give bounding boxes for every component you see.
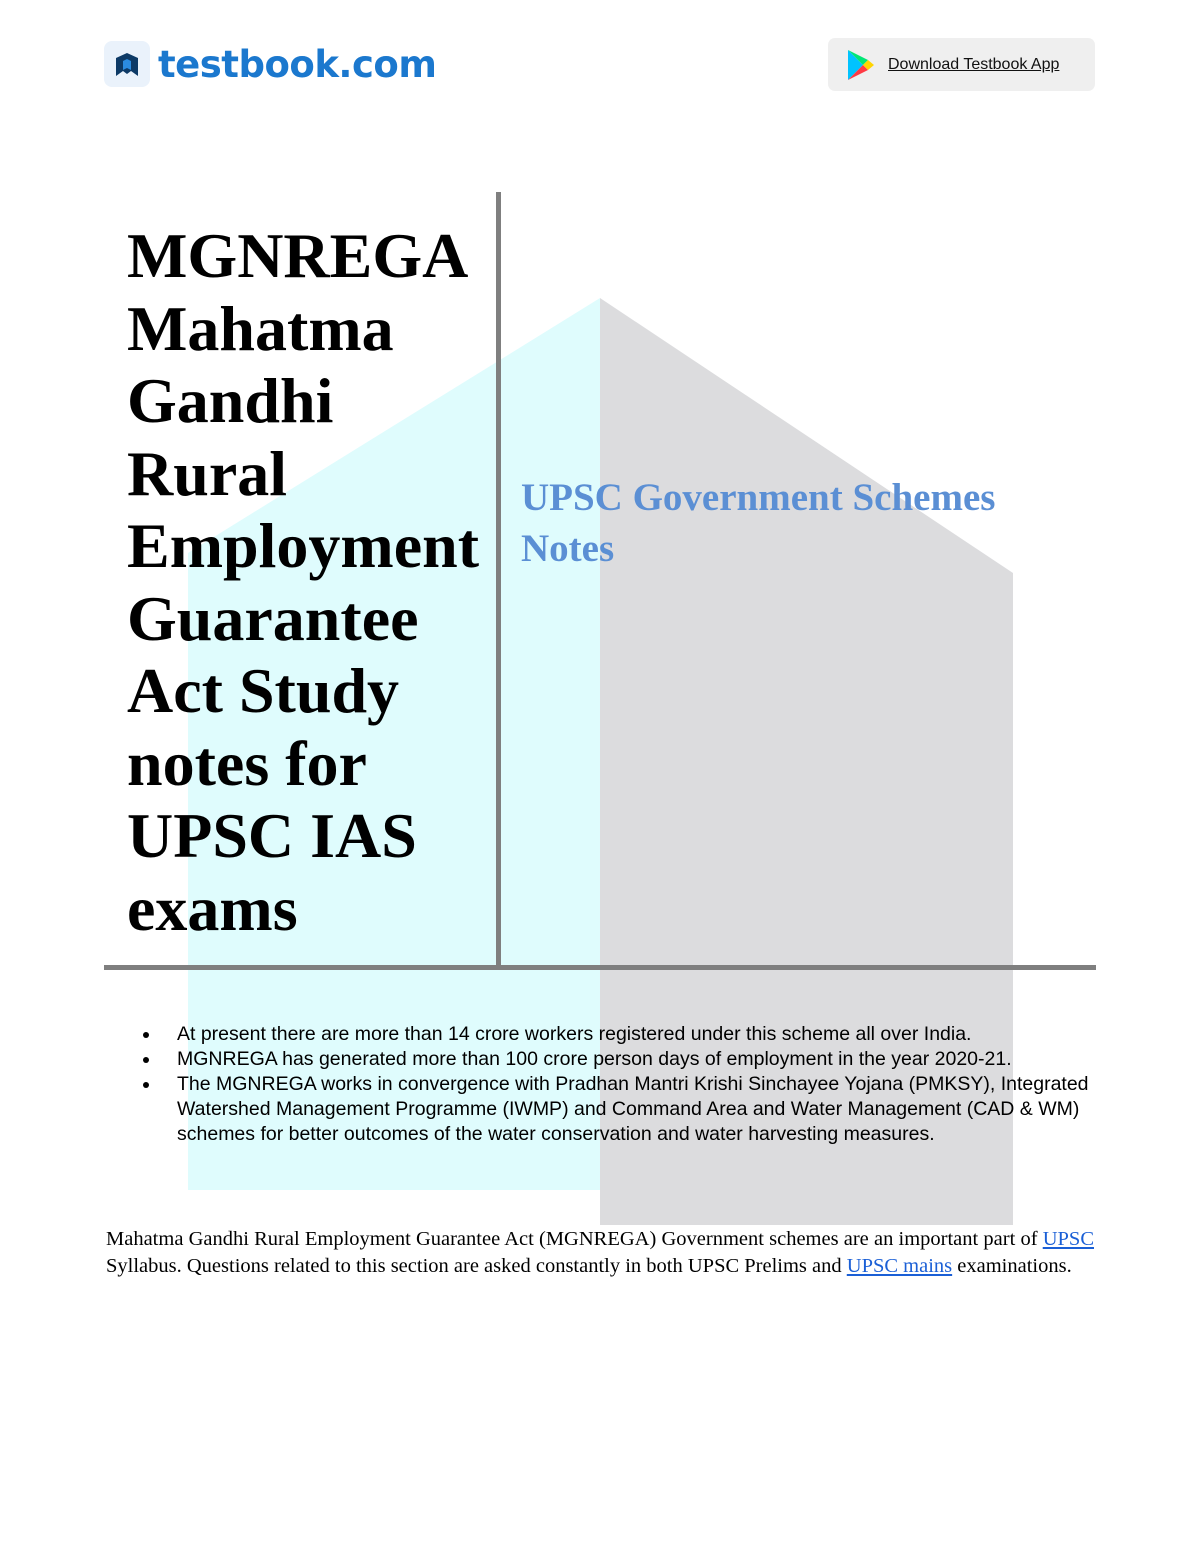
document-title: MGNREGA Mahatma Gandhi Rural Employment Guarantee Act Study notes for UPSC IAS exams (127, 220, 479, 944)
upsc-mains-link[interactable]: UPSC mains (846, 1255, 953, 1277)
intro-text: Syllabus. Questions related to this section are asked constantly in both UPSC Prelims and (106, 1255, 847, 1277)
intro-text: Mahatma Gandhi Rural Employment Guarantee Act (MGNREGA) Government schemes are an important part of (106, 1228, 1043, 1250)
download-app-button[interactable] (828, 38, 1095, 91)
intro-text: examinations. (952, 1255, 1072, 1277)
intro-paragraph (106, 1226, 1094, 1280)
google-play-icon (846, 49, 876, 81)
horizontal-divider (104, 965, 1096, 970)
testbook-logo[interactable] (104, 38, 436, 90)
download-app-label: Download Testbook App (888, 55, 1060, 73)
vertical-divider (496, 192, 501, 967)
list-item: The MGNREGA works in convergence with Pradhan Mantri Krishi Sinchayee Yojana (PMKSY), Integrated Watershed Management Programme (IWMP) and Command Area and Water Management (CAD & WM) schemes for better outcomes of the water conservation and water harvesting measures. (139, 1072, 1099, 1147)
document-subtitle: UPSC Government Schemes Notes (521, 476, 996, 570)
list-item: MGNREGA has generated more than 100 crore person days of employment in the year 2020-21. (139, 1047, 1099, 1072)
testbook-logo-icon (104, 41, 150, 87)
highlights-list (139, 1022, 1099, 1147)
upsc-link[interactable]: UPSC (1042, 1228, 1094, 1250)
list-item: At present there are more than 14 crore workers registered under this scheme all over India. (139, 1022, 1099, 1047)
logo-text: testbook.com (158, 42, 437, 86)
